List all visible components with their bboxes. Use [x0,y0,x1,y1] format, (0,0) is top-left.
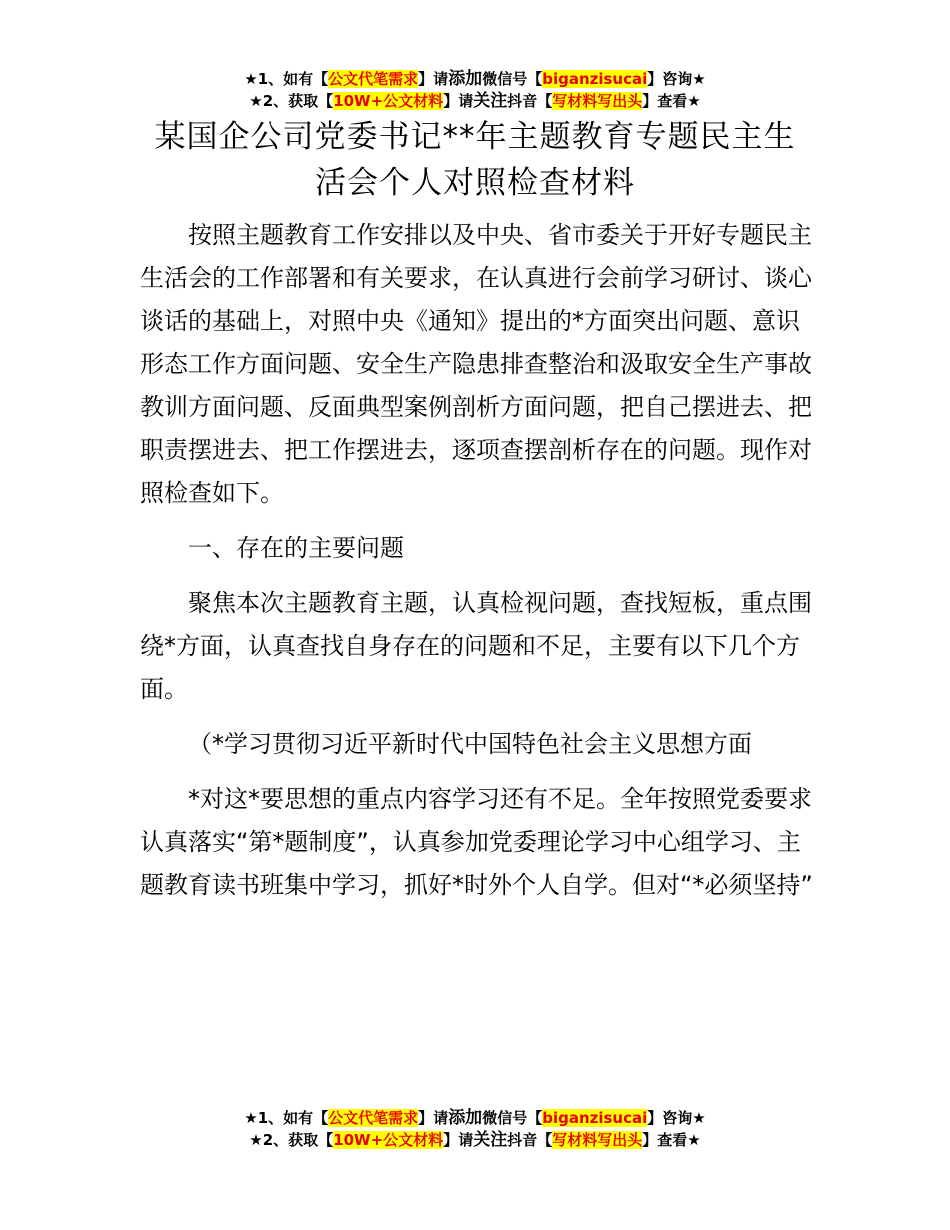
paragraph-detail: *对这*要思想的重点内容学习还有不足。全年按照党委要求认真落实“第*题制度”，认真参加党委理论学习中心组学习、主题教育读书班集中学习，抓好*时外个人自学。但对“*必须坚持” [140,785,813,899]
banner-text: 】咨询★ [647,1109,706,1127]
banner-text: 抖音【 [507,1131,553,1149]
banner-line-2 [0,90,950,112]
banner-text: 微信号【 [482,70,543,88]
banner-text: 】请 [418,70,449,88]
banner-text: 】查看★ [642,1131,701,1149]
banner-text: 】请 [443,1131,474,1149]
bottom-banner [0,1107,950,1151]
banner-highlight: 10W+公文材料 [333,92,444,110]
banner-text: ★2、获取【 [249,1131,334,1149]
banner-highlight: 公文代笔需求 [328,70,419,88]
banner-highlight: biganzisucai [542,1109,648,1127]
banner-text: 抖音【 [507,92,553,110]
banner-emphasis: 添加 [448,69,483,89]
title-line-2: 活会个人对照检查材料 [315,165,635,201]
document-title [0,114,950,206]
document-body [140,214,820,919]
banner-highlight: 写材料写出头 [552,92,643,110]
banner-highlight: biganzisucai [542,70,648,88]
banner-emphasis: 关注 [473,91,508,111]
banner-text: ★2、获取【 [249,92,334,110]
banner-emphasis: 关注 [473,1130,508,1150]
banner-text: 】请 [418,1109,449,1127]
banner-highlight: 公文代笔需求 [328,1109,419,1127]
section-heading: 一、存在的主要问题 [188,534,404,562]
banner-line-1 [0,1107,950,1129]
banner-text: 微信号【 [482,1109,543,1127]
paragraph-overview: 聚焦本次主题教育主题，认真检视问题，查找短板，重点围绕*方面，认真查找自身存在的问题和不足，主要有以下几个方面。 [140,589,812,703]
banner-text: 】请 [443,92,474,110]
top-banner [0,68,950,112]
paragraph-intro: 按照主题教育工作安排以及中央、省市委关于开好专题民主生活会的工作部署和有关要求，在认真进行会前学习研讨、谈心谈话的基础上，对照中央《通知》提出的*方面突出问题、意识形态工作方面问题、安全生产隐患排查整治和汲取安全生产事故教训方面问题、反面典型案例剖析方面问题，把自己摆进去、把职责摆进去、把工作摆进去，逐项查摆剖析存在的问题。现作对照检查如下。 [140,221,812,507]
subsection-heading: （*学习贯彻习近平新时代中国特色社会主义思想方面 [188,730,752,758]
title-line-1: 某国企公司党委书记**年主题教育专题民主生 [154,119,796,155]
banner-text: 】咨询★ [647,70,706,88]
banner-line-1 [0,68,950,90]
banner-text: 】查看★ [642,92,701,110]
banner-highlight: 10W+公文材料 [333,1131,444,1149]
banner-text: ★1、如有【 [244,70,329,88]
banner-line-2 [0,1129,950,1151]
banner-text: ★1、如有【 [244,1109,329,1127]
banner-emphasis: 添加 [448,1108,483,1128]
banner-highlight: 写材料写出头 [552,1131,643,1149]
